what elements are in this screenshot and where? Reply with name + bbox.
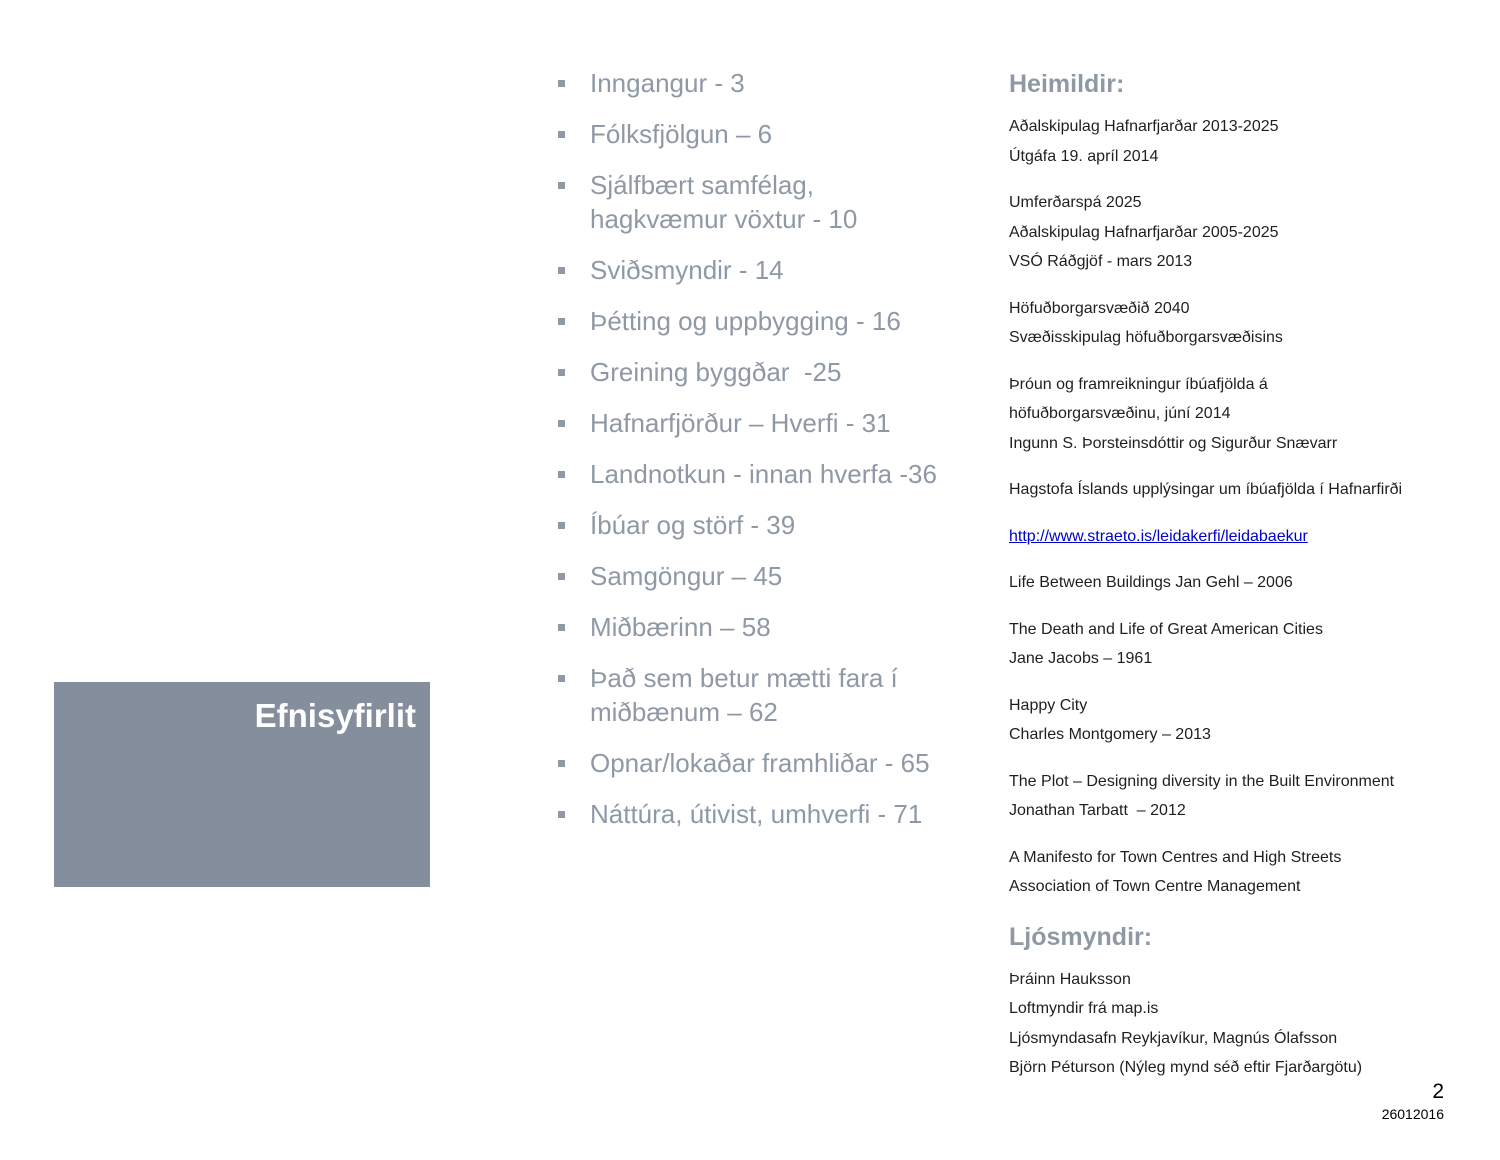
square-bullet-icon	[558, 80, 565, 87]
reference-line: Útgáfa 19. apríl 2014	[1009, 147, 1159, 165]
references-column	[1009, 66, 1479, 1083]
square-bullet-icon	[558, 267, 565, 274]
reference-line: VSÓ Ráðgjöf - mars 2013	[1009, 253, 1193, 270]
page-number: 2	[1432, 1080, 1444, 1103]
reference-line: The Plot – Designing diversity in the Built Environment	[1009, 772, 1395, 790]
toc-item: Þétting og uppbygging - 16	[556, 304, 976, 338]
reference-entry	[1009, 475, 1479, 505]
section-title-box	[54, 682, 430, 887]
toc-item: Opnar/lokaðar framhliðar - 65	[556, 746, 976, 780]
reference-line: The Death and Life of Great American Cities	[1009, 620, 1323, 638]
reference-line: Svæðisskipulag höfuðborgarsvæðisins	[1009, 329, 1283, 346]
square-bullet-icon	[558, 760, 565, 767]
toc-item: Sjálfbært samfélag, hagkvæmur vöxtur - 10	[556, 168, 976, 236]
reference-line: höfuðborgarsvæðinu, júní 2014	[1009, 405, 1231, 422]
reference-line: Happy City	[1009, 696, 1088, 714]
reference-line: Jane Jacobs – 1961	[1009, 650, 1153, 667]
reference-line: Hagstofa Íslands upplýsingar um íbúafjölda í Hafnarfirði	[1009, 481, 1403, 498]
reference-entry	[1009, 767, 1479, 826]
square-bullet-icon	[558, 471, 565, 478]
square-bullet-icon	[558, 369, 565, 376]
photo-credit-line: Loftmyndir frá map.is	[1009, 1000, 1159, 1017]
square-bullet-icon	[558, 522, 565, 529]
square-bullet-icon	[558, 675, 565, 682]
toc-item: Það sem betur mætti fara í miðbænum – 62	[556, 661, 976, 729]
reference-line: Þróun og framreikningur íbúafjölda á	[1009, 375, 1268, 393]
square-bullet-icon	[558, 182, 565, 189]
section-title: Efnisyfirlit	[254, 697, 416, 734]
square-bullet-icon	[558, 131, 565, 138]
toc-item: Samgöngur – 45	[556, 559, 976, 593]
page-date: 26012016	[1381, 1106, 1444, 1122]
photos-heading: Ljósmyndir:	[1009, 922, 1153, 951]
reference-line: Life Between Buildings Jan Gehl – 2006	[1009, 574, 1293, 591]
references-heading: Heimildir:	[1009, 70, 1125, 98]
reference-entry	[1009, 843, 1479, 902]
reference-link[interactable]: http://www.straeto.is/leidakerfi/leidabaekur	[1009, 527, 1308, 545]
toc-item: Landnotkun - innan hverfa -36	[556, 457, 976, 491]
reference-entry	[1009, 188, 1479, 277]
reference-line: Association of Town Centre Management	[1009, 878, 1301, 895]
table-of-contents	[556, 66, 976, 848]
toc-item: Sviðsmyndir - 14	[556, 253, 976, 287]
square-bullet-icon	[558, 318, 565, 325]
square-bullet-icon	[558, 420, 565, 427]
reference-entry	[1009, 370, 1479, 459]
reference-entry	[1009, 112, 1479, 171]
reference-line: Ingunn S. Þorsteinsdóttir og Sigurður Snævarr	[1009, 434, 1338, 452]
photo-credit-line: Þráinn Hauksson	[1009, 970, 1131, 988]
toc-item: Fólksfjölgun – 6	[556, 117, 976, 151]
reference-line: Charles Montgomery – 2013	[1009, 726, 1211, 743]
toc-item: Greining byggðar -25	[556, 355, 976, 389]
reference-entry	[1009, 691, 1479, 750]
reference-line: Jonathan Tarbatt – 2012	[1009, 802, 1186, 819]
toc-item: Miðbærinn – 58	[556, 610, 976, 644]
toc-item: Hafnarfjörður – Hverfi - 31	[556, 406, 976, 440]
reference-line: Aðalskipulag Hafnarfjarðar 2005-2025	[1009, 223, 1279, 241]
toc-item: Náttúra, útivist, umhverfi - 71	[556, 797, 976, 831]
toc-item: Íbúar og störf - 39	[556, 508, 976, 542]
square-bullet-icon	[558, 624, 565, 631]
photo-credit-line: Björn Péturson (Nýleg mynd séð eftir Fjarðargötu)	[1009, 1059, 1363, 1076]
reference-entry	[1009, 522, 1479, 552]
toc-item: Inngangur - 3	[556, 66, 976, 100]
square-bullet-icon	[558, 573, 565, 580]
square-bullet-icon	[558, 811, 565, 818]
photo-credits	[1009, 965, 1479, 1083]
reference-line: Umferðarspá 2025	[1009, 194, 1142, 211]
reference-line: Aðalskipulag Hafnarfjarðar 2013-2025	[1009, 118, 1279, 135]
reference-line: Höfuðborgarsvæðið 2040	[1009, 299, 1190, 317]
reference-line: A Manifesto for Town Centres and High Streets	[1009, 848, 1342, 866]
photo-credit-line: Ljósmyndasafn Reykjavíkur, Magnús Ólafsson	[1009, 1029, 1338, 1047]
reference-entry	[1009, 615, 1479, 674]
reference-entry	[1009, 294, 1479, 353]
reference-entry	[1009, 568, 1479, 598]
